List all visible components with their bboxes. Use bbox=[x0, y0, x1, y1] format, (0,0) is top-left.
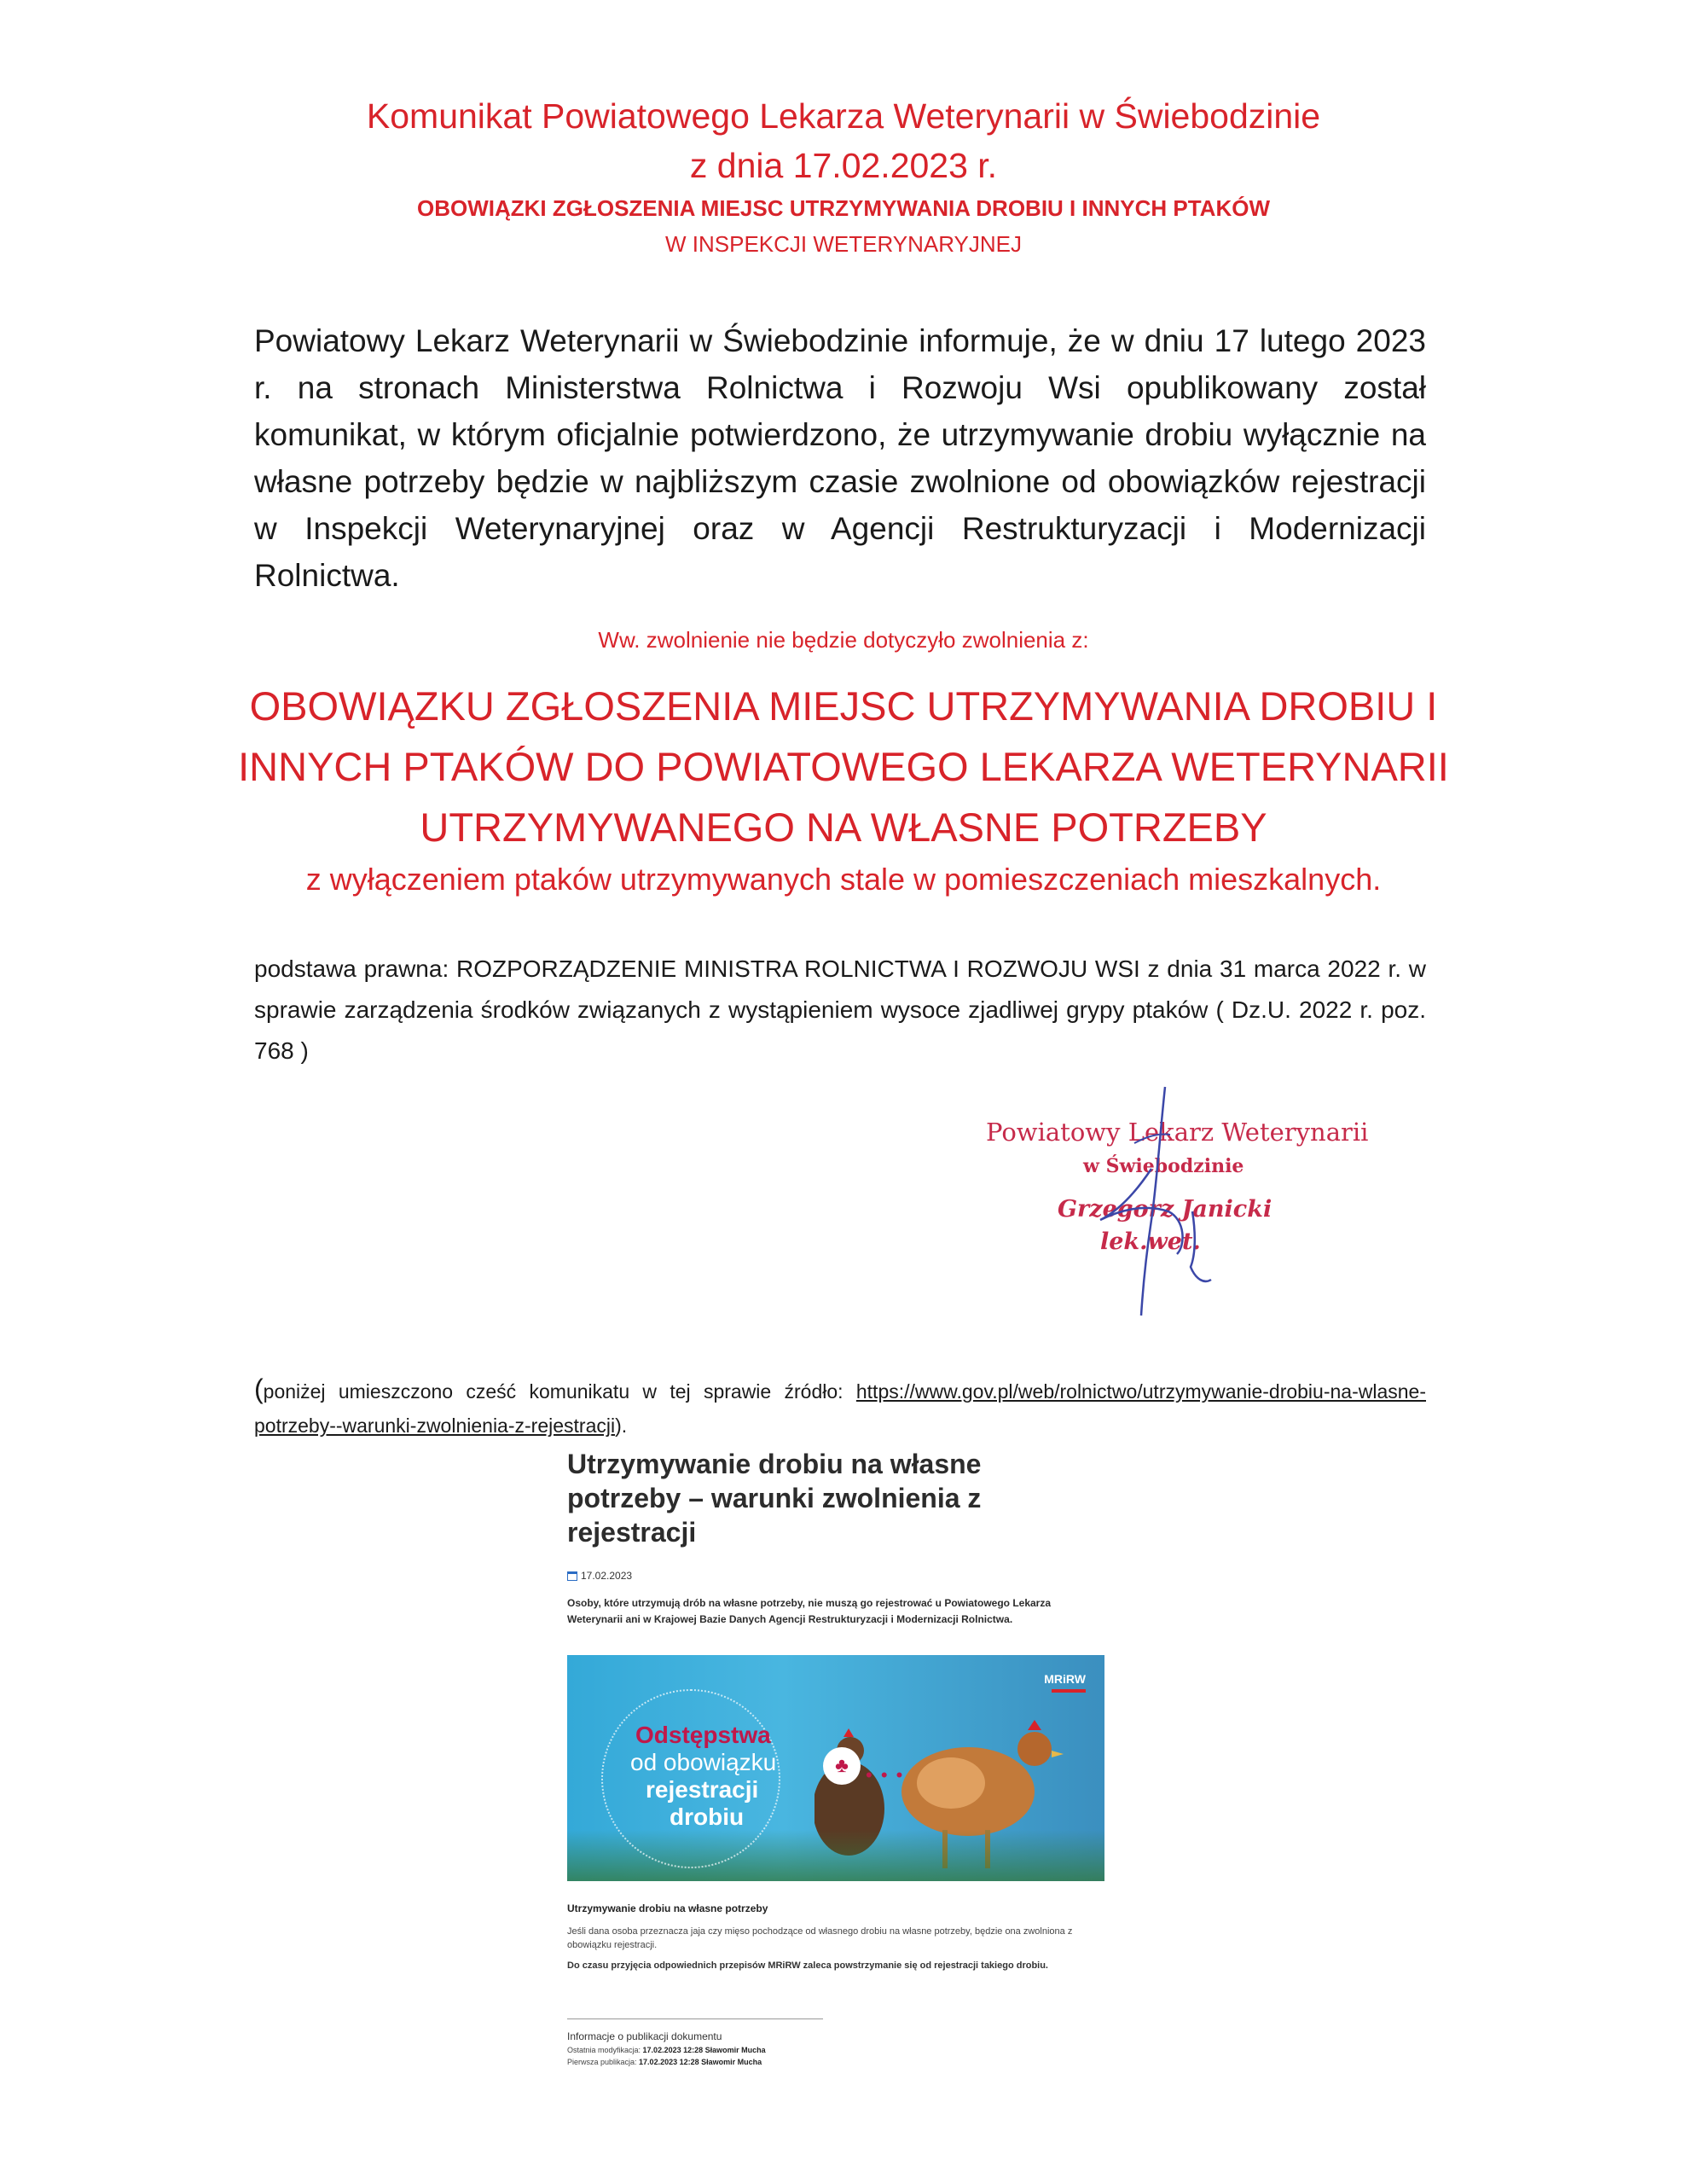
document-title: Komunikat Powiatowego Lekarza Weterynarii w Świebodzinie bbox=[366, 96, 1321, 136]
exemption-subheading: z wyłączeniem ptaków utrzymywanych stale w pomieszczeniach mieszkalnych. bbox=[305, 862, 1382, 897]
exemption-heading: OBOWIĄZKU ZGŁOSZENIA MIEJSC UTRZYMYWANIA DROBIU I INNYCH PTAKÓW DO POWIATOWEGO LEKARZA WETERYNARII UTRZYMYWANEGO NA WŁASNE POTRZEBY bbox=[238, 683, 1449, 850]
calendar-icon bbox=[567, 1571, 577, 1581]
source-text: poniżej umieszczono cześć komunikatu w tej sprawie źródło: bbox=[263, 1380, 856, 1403]
banner-tag-flag bbox=[1052, 1689, 1086, 1693]
screenshot-paragraph-2: Do czasu przyjęcia odpowiednich przepisów MRiRW zaleca powstrzymanie się od rejestracji takiego drobiu. bbox=[567, 1960, 1048, 1971]
document-subtitle: OBOWIĄZKI ZGŁOSZENIA MIEJSC UTRZYMYWANIA DROBIU I INNYCH PTAKÓW bbox=[416, 195, 1270, 221]
source-close: ). bbox=[615, 1414, 628, 1437]
source-open-paren: ( bbox=[254, 1374, 264, 1404]
screenshot-date bbox=[567, 1570, 632, 1582]
banner-label-1: Odstępstwa bbox=[635, 1722, 771, 1748]
stamp-line-office: Powiatowy Lekarz Weterynarii bbox=[986, 1118, 1369, 1147]
banner-image bbox=[567, 1655, 1104, 1881]
exemption-note: Ww. zwolnienie nie będzie dotyczyło zwolnienia z: bbox=[598, 627, 1089, 653]
screenshot-meta-modified bbox=[567, 2046, 766, 2054]
stamp-line-title: lek.wet. bbox=[1100, 1228, 1201, 1255]
dotted-connector: • • • bbox=[866, 1764, 905, 1786]
screenshot-meta-published bbox=[567, 2058, 762, 2066]
banner-tag: MRiRW bbox=[1044, 1672, 1086, 1686]
screenshot-section-title: Utrzymywanie drobiu na własne potrzeby bbox=[567, 1902, 768, 1914]
banner-label-2: od obowiązku bbox=[630, 1749, 777, 1775]
screenshot-title: Utrzymywanie drobiu na własne potrzeby – warunki zwolnienia z rejestracji bbox=[567, 1449, 982, 1548]
embedded-screenshot bbox=[559, 1442, 1122, 2090]
screenshot-lead: Osoby, które utrzymują drób na własne potrzeby, nie muszą go rejestrować u Powiatowego Lekarza Weterynarii ani w Krajowej Bazie Danych Agencji Restrukturyzacji i Modernizacji Rolnictwa. bbox=[567, 1597, 1052, 1625]
banner-label-4: drobiu bbox=[670, 1804, 745, 1830]
document-date: z dnia 17.02.2023 r. bbox=[689, 146, 998, 185]
meta-published-value: 17.02.2023 12:28 Sławomir Mucha bbox=[639, 2058, 762, 2066]
screenshot-date-text: 17.02.2023 bbox=[581, 1570, 633, 1582]
stamp-line-town: w Świebodzinie bbox=[1083, 1155, 1244, 1177]
meta-published-label: Pierwsza publikacja: bbox=[567, 2058, 640, 2066]
rooster-icon: ♣ bbox=[823, 1747, 861, 1785]
screenshot-info-title: Informacje o publikacji dokumentu bbox=[567, 2030, 722, 2042]
source-link[interactable]: https://www.gov.pl/web/rolnictwo/utrzymywanie-drobiu-na-wlasne-potrzeby--warunki-zwolnienia-z-rejestracji bbox=[254, 1380, 1426, 1437]
official-stamp bbox=[972, 1083, 1369, 1322]
signature-icon bbox=[972, 1083, 1330, 1322]
banner-label-3: rejestracji bbox=[646, 1776, 759, 1803]
stamp-line-name: Grzegorz Janicki bbox=[1058, 1196, 1272, 1223]
meta-modified-value: 17.02.2023 12:28 Sławomir Mucha bbox=[642, 2046, 766, 2054]
meta-modified-label: Ostatnia modyfikacja: bbox=[567, 2046, 643, 2054]
legal-basis: podstawa prawna: ROZPORZĄDZENIE MINISTRA ROLNICTWA I ROZWOJU WSI z dnia 31 marca 2022 r. w sprawie zarządzenia środków związanych z wystąpieniem wysoce zjadliwej grypy ptaków ( Dz.U. 2022 r. poz. 768 ) bbox=[254, 956, 1426, 1064]
intro-paragraph: Powiatowy Lekarz Weterynarii w Świebodzinie informuje, że w dniu 17 lutego 2023 r. na stronach Ministerstwa Rolnictwa i Rozwoju Wsi opublikowany został komunikat, w którym oficjalnie potwierdzono, że utrzymywanie drobiu wyłącznie na własne potrzeby będzie w najbliższym czasie zwolnione od obowiązków rejestracji w Inspekcji Weterynaryjnej oraz w Agencji Restrukturyzacji i Modernizacji Rolnictwa. bbox=[254, 323, 1426, 593]
source-note bbox=[254, 1372, 1426, 1443]
screenshot-paragraph-1: Jeśli dana osoba przeznacza jaja czy mięso pochodzące od własnego drobiu na własne potrzeby, będzie ona zwolniona z obowiązku rejestracji. bbox=[567, 1926, 1073, 1950]
document-subtitle-line: W INSPEKCJI WETERYNARYJNEJ bbox=[665, 231, 1022, 257]
screenshot-divider bbox=[567, 2018, 823, 2019]
